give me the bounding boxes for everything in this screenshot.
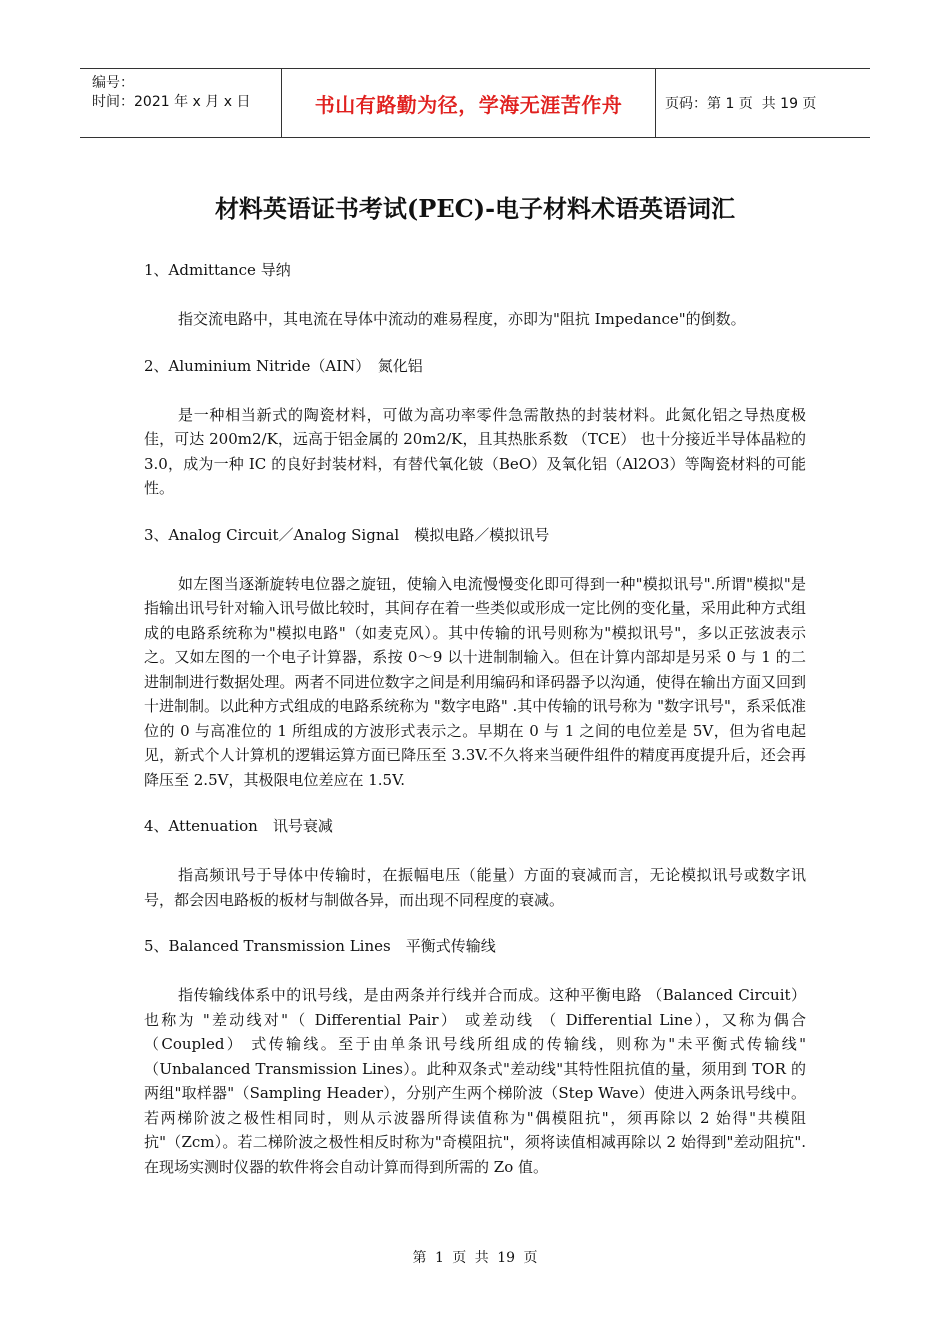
- entry-term: 5、Balanced Transmission Lines 平衡式传输线: [144, 937, 496, 955]
- document-header: [80, 68, 870, 138]
- entry-text: 如左图当逐渐旋转电位器之旋钮，使输入电流慢慢变化即可得到一种"模拟讯号".所谓"模拟"是指输出讯号针对输入讯号做比较时，其间存在着一些类似或形成一定比例的变化量，采用此种方式组成的电路系统称为"模拟电路"（如麦克风）。其中传输的讯号则称为"模拟讯号"，多以正弦波表示之。又如左图的一个电子计算器，系按 0～9 以十进制制输入。但在计算内部却是另采 0 与 1 的二进制制进行数据处理。两者不同进位数字之间是利用编码和译码器予以沟通，使得在输出方面又回到十进制制。以此种方式组成的电路系统称为 "数字电路" .其中传输的讯号称为 "数字讯号"，系采低准位的 0 与高准位的 1 所组成的方波形式表示之。早期在 0 与 1 之间的电位差是 5V，但为省电起见，新式个人计算机的逻辑运算方面已降压至 3.3V.不久将来当硬件组件的精度再度提升后，还会再降压至 2.5V，其极限电位差应在 1.5V.: [144, 574, 806, 789]
- header-page-cell: [656, 69, 870, 137]
- entry-text: 是一种相当新式的陶瓷材料，可做为高功率零件急需散热的封装材料。此氮化铝之导热度极佳，可达 200m2/K，远高于铝金属的 20m2/K，且其热胀系数 （TCE） 也十分接近半导体晶粒的 3.0，成为一种 IC 的良好封装材料，有替代氧化铍（BeO）及氧化铝（Al2O3）等陶瓷材料的可能性。: [144, 405, 806, 497]
- header-meta-cell: [80, 69, 282, 137]
- document-title: 材料英语证书考试(PEC)-电子材料术语英语词汇: [214, 194, 736, 223]
- header-motto: 书山有路勤为径，学海无涯苦作舟: [314, 92, 623, 117]
- header-motto-cell: [282, 69, 656, 137]
- document-date-label: 时间：2021 年 x 月 x 日: [92, 94, 251, 110]
- entry-term: 1、Admittance 导纳: [144, 261, 291, 279]
- document-number-label: 编号：: [92, 75, 134, 91]
- entry-term: 4、Attenuation 讯号衰减: [144, 817, 333, 835]
- page-footer: 第 1 页 共 19 页: [412, 1250, 538, 1266]
- entry-text: 指高频讯号于导体中传输时，在振幅电压（能量）方面的衰减而言，无论模拟讯号或数字讯号，都会因电路板的板材与制做各异，而出现不同程度的衰减。: [144, 866, 806, 909]
- document-body: [144, 259, 806, 1179]
- entry-text: 指传输线体系中的讯号线，是由两条并行线并合而成。这种平衡电路 （Balanced Circuit） 也称为 "差动线对"（ Differential Pair） 或差动线 （ Differential Line），又称为偶合 （Coupled） 式传输线。至于由单条讯号线所组成的传输线，则称为"未平衡式传输线" （Unbalanced Transmission Lines）。此种双条式"差动线"其特性阻抗值的量，须用到 TOR 的两组"取样器"（Sampling Header），分别产生两个梯阶波（Step Wave）使进入两条讯号线中。若两梯阶波之极性相同时，则从示波器所得读值称为"偶模阻抗"，须再除以 2 始得"共模阻抗"（Zcm）。若二梯阶波之极性相反时称为"奇模阻抗"，须将读值相减再除以 2 始得到"差动阻抗".在现场实测时仪器的软件将会自动计算而得到所需的 Zo 值。: [144, 986, 806, 1176]
- entry-text: 指交流电路中，其电流在导体中流动的难易程度，亦即为"阻抗 Impedance"的倒数。: [178, 310, 746, 328]
- entry-term: 3、Analog Circuit／Analog Signal 模拟电路／模拟讯号: [144, 525, 550, 544]
- entry-term: 2、Aluminium Nitride（AIN） 氮化铝: [144, 356, 423, 375]
- header-page-info: 页码：第 1 页 共 19 页: [665, 96, 817, 112]
